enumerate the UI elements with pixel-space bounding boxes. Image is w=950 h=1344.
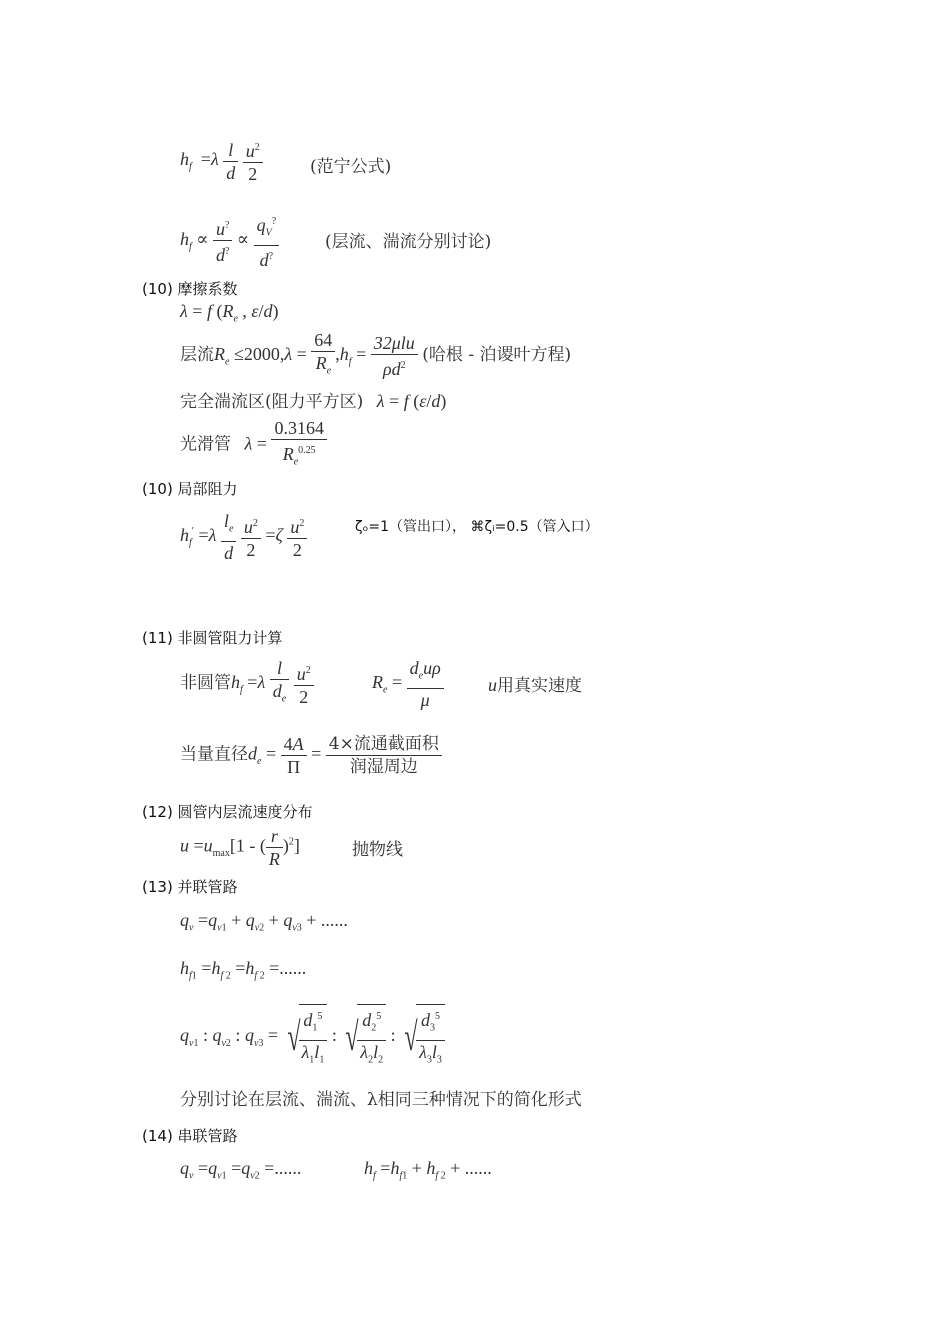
heading-series: (14) 串联管路 (142, 1127, 238, 1145)
equivalent-denominator: 润湿周边 (349, 757, 418, 777)
smooth-numerator: 0.3164 (271, 418, 327, 440)
velocity-note: u用真实速度 (488, 675, 582, 696)
parallel-flow-formula: $q_v =q_{v1} + q_{v2} + q_{v3}$ + ...... (180, 910, 348, 934)
noncircular-formula: 非圆管$h_f =\lambda$ $\frac{l}{d_e}$ $\frac{u^2}{2}$ (180, 658, 314, 710)
proportionality-note: (层流、湍流分别讨论) (325, 232, 492, 252)
series-flow-formula: $q_v =q_{v1} =q_{v2}$ =...... (180, 1158, 302, 1182)
lambda-function: λ = f ($R_e$ , ε/d) (180, 301, 279, 325)
heading-velocity-distribution: (12) 圆管内层流速度分布 (142, 803, 313, 821)
turbulent-formula: 完全湍流区(阻力平方区) λ = f (ε/d) (180, 391, 447, 412)
heading-local-resistance: (10) 局部阻力 (142, 480, 238, 498)
parallel-ratio-formula: $q_{v1}$ : $q_{v2}$ : $q_{v3}$ = √ $\frac{d_1^5}{\lambda_1l_1}$ : √ $\frac{d_2^5}{\lambda_2l_2}$ : √ $\frac{d_3^5}{\lambda_3l_3}$ (180, 1004, 445, 1070)
laminar-lambda-numerator: 64 (311, 330, 335, 352)
turbulent-label: 完全湍流区(阻力平方区) (180, 392, 364, 412)
laminar-prefix: 层流 (180, 344, 214, 365)
local-resistance-note: ζₒ=1（管出口）， ⌘ζᵢ=0.5（管入口） (355, 519, 599, 535)
proportionality-formula: $h_f$ ∝ $\frac{u^?}{d^?}$ ∝ $\frac{q_V^?}{d^?}$ (180, 212, 279, 270)
distribution-note: 抛物线 (352, 840, 403, 860)
laminar-formula: 层流$R_e \le 2000,\lambda$ = $\frac{64}{R_e}$ $,h_f$ = $\frac{\text{32μlu}}{\rho d^2}$ (哈根 - 泊谡叶方程) (180, 330, 572, 379)
series-head-formula: $h_f =h_{f1} + h_{f 2}$ + ...... (364, 1158, 492, 1182)
laminar-hf-numerator: 32μlu (371, 333, 418, 355)
parallel-head-formula: $h_{f1} =h_{f 2} =h_{f 2}$ =...... (180, 958, 307, 982)
velocity-distribution-formula: $u =u_{max}[1$ - ( $\frac{r}{R}$ )$^2$] (180, 826, 300, 869)
heading-noncircular: (11) 非圆管阻力计算 (142, 629, 283, 647)
fanning-note: (范宁公式) (310, 157, 392, 177)
equivalent-prefix: 当量直径 (180, 744, 248, 765)
smooth-pipe-formula: 光滑管 λ = $\frac{0.3164}{R_e^{0.25}}$ (180, 418, 327, 473)
heading-parallel: (13) 并联管路 (142, 878, 238, 896)
smooth-exponent: 0.25 (298, 445, 316, 456)
heading-friction-coefficient: (10) 摩擦系数 (142, 280, 238, 298)
reynolds-formula: $R_e$ = $\frac{d_eu\rho}{\mu}$ (372, 658, 444, 710)
smooth-label: 光滑管 (180, 434, 231, 455)
equivalent-numerator: 4×流通截面积 (326, 734, 442, 756)
fanning-formula: $h_f =\lambda$ $\frac{l}{d}$ $\frac{u^2}{2}$ (180, 138, 263, 184)
laminar-note: 哈根 - 泊谡叶方程 (428, 344, 565, 365)
laminar-condition: ≤2000, (233, 343, 285, 364)
parallel-note: 分别讨论在层流、湍流、λ相同三种情况下的简化形式 (180, 1090, 582, 1110)
noncircular-prefix: 非圆管 (180, 672, 231, 693)
equivalent-diameter-formula: 当量直径$d_e$ = $\frac{4A}{\Pi}$ = $\frac{\text{4×流通截面积}}{\text{润湿周边}}$ (180, 734, 442, 777)
local-resistance-formula: $h_f' =\lambda$ $\frac{l_e}{d}$ $\frac{u^2}{2}$ =ζ $\frac{u^2}{2}$ (180, 511, 307, 563)
